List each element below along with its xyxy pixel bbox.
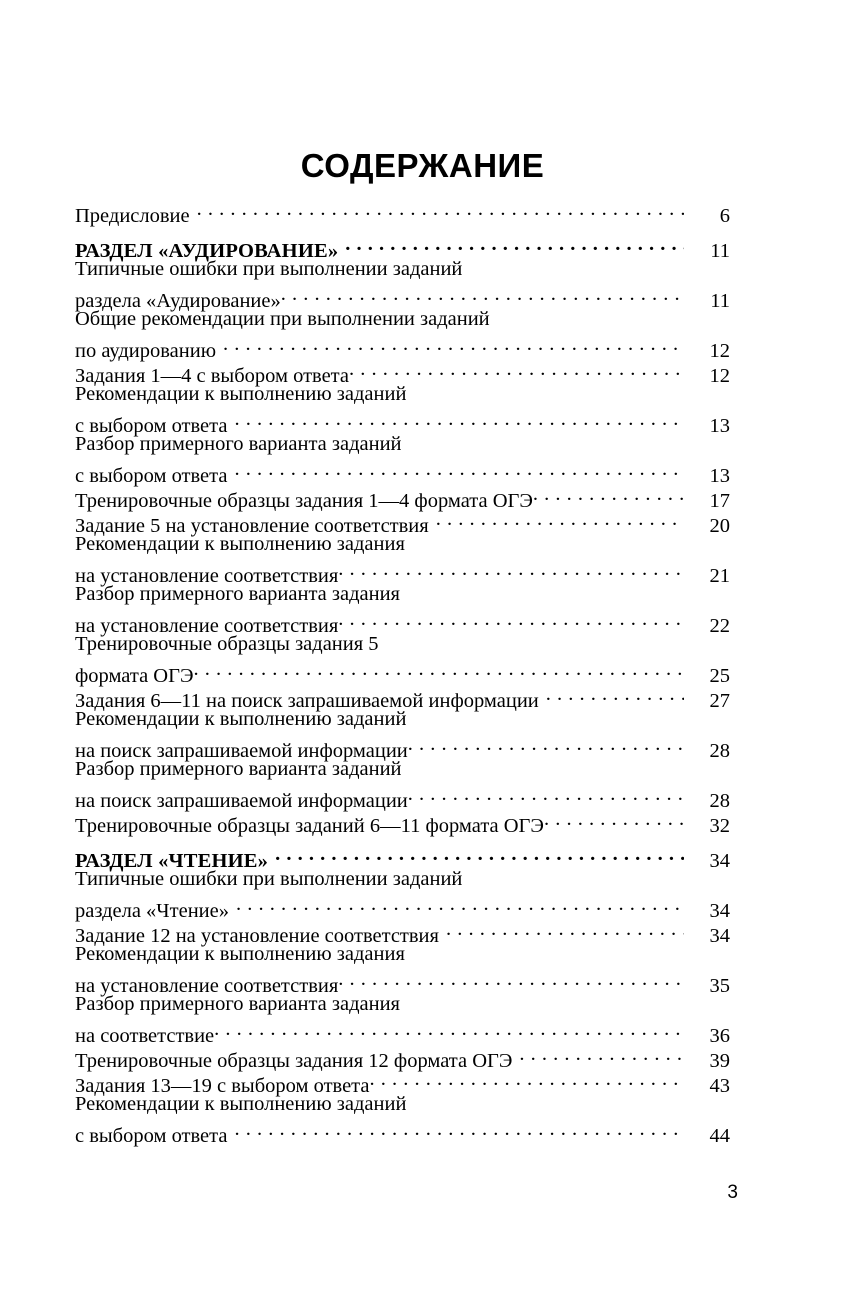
page-folio-number: 3 bbox=[727, 1182, 738, 1203]
toc-entry-predislovie[interactable] bbox=[75, 197, 730, 227]
dot-leader bbox=[214, 1017, 684, 1042]
toc-entry-obshchie-rekomendacii-audirovanie[interactable] bbox=[75, 307, 730, 362]
toc-entry-trenirovochnye-zadanie-5[interactable] bbox=[75, 632, 730, 687]
toc-entry-line-continued bbox=[75, 632, 730, 657]
toc-entry-line-continued bbox=[75, 382, 730, 407]
toc-entry-page-number: 11 bbox=[710, 240, 730, 262]
toc-entry-line-continued bbox=[75, 942, 730, 967]
dot-leader bbox=[197, 197, 684, 222]
toc-entry-page-number: 28 bbox=[709, 790, 730, 812]
page-title: СОДЕРЖАНИЕ bbox=[300, 147, 545, 185]
toc-entry-page-number: 11 bbox=[710, 290, 730, 312]
dot-leader bbox=[236, 892, 684, 917]
toc-entry-razbor-varianta-vybor-otveta[interactable] bbox=[75, 432, 730, 487]
toc-entry-label: Рекомендации к выполнению заданий bbox=[75, 708, 407, 730]
dot-leader bbox=[234, 457, 684, 482]
toc-entry-line-final bbox=[75, 607, 730, 637]
toc-entry-rekomendacii-zadanie-5[interactable] bbox=[75, 532, 730, 587]
toc-entry-line-continued bbox=[75, 582, 730, 607]
toc-entry-label: Задание 12 на установление соответствия bbox=[75, 925, 439, 947]
toc-entry-rekomendacii-vybor-otveta[interactable] bbox=[75, 382, 730, 437]
toc-entry-label: на установление соответствия bbox=[75, 975, 339, 997]
toc-entry-label: Задания 13—19 с выбором ответа bbox=[75, 1075, 370, 1097]
dot-leader bbox=[234, 1117, 684, 1142]
dot-leader bbox=[544, 807, 684, 832]
toc-entry-page-number: 12 bbox=[709, 340, 730, 362]
toc-entry-page-number: 20 bbox=[709, 515, 730, 537]
toc-entry-page-number: 44 bbox=[709, 1125, 730, 1147]
toc-entry-line-continued bbox=[75, 432, 730, 457]
toc-entry-label: на соответствие bbox=[75, 1025, 215, 1047]
toc-entry-line-final bbox=[75, 842, 730, 872]
toc-entry-razdel-chtenie[interactable] bbox=[75, 842, 730, 872]
toc-entry-label: Разбор примерного варианта задания bbox=[75, 583, 400, 605]
toc-entry-line-continued bbox=[75, 307, 730, 332]
toc-entry-label: РАЗДЕЛ «АУДИРОВАНИЕ» bbox=[75, 240, 339, 262]
dot-leader bbox=[546, 682, 684, 707]
toc-entry-page-number: 32 bbox=[709, 815, 730, 837]
toc-entry-page-number: 39 bbox=[709, 1050, 730, 1072]
toc-entry-label: на поиск запрашиваемой информации bbox=[75, 740, 408, 762]
toc-entry-label: с выбором ответа bbox=[75, 1125, 228, 1147]
toc-entry-line-final bbox=[75, 782, 730, 812]
dot-leader bbox=[533, 482, 684, 507]
dot-leader bbox=[338, 967, 684, 992]
toc-entry-label: Тренировочные образцы задания 12 формата ОГЭ bbox=[75, 1050, 513, 1072]
dot-leader bbox=[349, 357, 684, 382]
toc-entry-page-number: 28 bbox=[709, 740, 730, 762]
toc-entry-label: Разбор примерного варианта задания bbox=[75, 993, 400, 1015]
toc-entry-rekomendacii-zadanie-12[interactable] bbox=[75, 942, 730, 997]
toc-entry-page-number: 25 bbox=[709, 665, 730, 687]
toc-entry-label: раздела «Аудирование» bbox=[75, 290, 281, 312]
toc-entry-line-final bbox=[75, 1117, 730, 1147]
toc-entry-line-final bbox=[75, 197, 730, 227]
toc-entry-label: РАЗДЕЛ «ЧТЕНИЕ» bbox=[75, 850, 269, 872]
toc-entry-label: Задания 6—11 на поиск запрашиваемой информации bbox=[75, 690, 539, 712]
toc-entry-page-number: 34 bbox=[709, 925, 730, 947]
toc-entry-label: Тренировочные образцы задания 5 bbox=[75, 633, 379, 655]
toc-entry-page-number: 17 bbox=[709, 490, 730, 512]
toc-entry-label: Рекомендации к выполнению задания bbox=[75, 533, 405, 555]
toc-entry-tipichnye-oshibki-chtenie[interactable] bbox=[75, 867, 730, 922]
toc-entry-label: формата ОГЭ bbox=[75, 665, 194, 687]
toc-entry-page-number: 43 bbox=[709, 1075, 730, 1097]
toc-entry-line-continued bbox=[75, 532, 730, 557]
toc-entry-rekomendacii-13-19[interactable] bbox=[75, 1092, 730, 1147]
toc-entry-rekomendacii-poisk[interactable] bbox=[75, 707, 730, 762]
toc-entry-line-final bbox=[75, 332, 730, 362]
toc-entry-page-number: 34 bbox=[709, 850, 730, 872]
toc-entry-razbor-poisk[interactable] bbox=[75, 757, 730, 812]
dot-leader bbox=[408, 732, 684, 757]
toc-entry-line-final bbox=[75, 282, 730, 312]
toc-entry-line-final bbox=[75, 232, 730, 262]
toc-entry-label: Тренировочные образцы задания 1—4 формата ОГЭ bbox=[75, 490, 533, 512]
toc-entry-line-continued bbox=[75, 867, 730, 892]
toc-entry-line-continued bbox=[75, 992, 730, 1017]
toc-entry-page-number: 34 bbox=[709, 900, 730, 922]
dot-leader bbox=[519, 1042, 684, 1067]
toc-entry-page-number: 21 bbox=[709, 565, 730, 587]
toc-entry-page-number: 13 bbox=[709, 415, 730, 437]
dot-leader bbox=[194, 657, 685, 682]
toc-entry-line-final bbox=[75, 732, 730, 762]
toc-entry-razbor-zadanie-5[interactable] bbox=[75, 582, 730, 637]
dot-leader bbox=[281, 282, 684, 307]
toc-entry-label: Тренировочные образцы заданий 6—11 формата ОГЭ bbox=[75, 815, 544, 837]
dot-leader bbox=[223, 332, 684, 357]
dot-leader bbox=[345, 232, 684, 257]
toc-entry-label: Типичные ошибки при выполнении заданий bbox=[75, 868, 463, 890]
dot-leader bbox=[234, 407, 684, 432]
dot-leader bbox=[408, 782, 684, 807]
dot-leader bbox=[338, 607, 684, 632]
toc-entry-page-number: 12 bbox=[709, 365, 730, 387]
toc-entry-page-number: 35 bbox=[709, 975, 730, 997]
toc-entry-line-final bbox=[75, 557, 730, 587]
toc-entry-page-number: 36 bbox=[709, 1025, 730, 1047]
toc-entry-label: Рекомендации к выполнению заданий bbox=[75, 383, 407, 405]
dot-leader bbox=[370, 1067, 685, 1092]
dot-leader bbox=[446, 917, 684, 942]
dot-leader bbox=[275, 842, 684, 867]
toc-entry-line-continued bbox=[75, 1092, 730, 1117]
toc-entry-line-final bbox=[75, 1017, 730, 1047]
toc-entry-tipichnye-oshibki-audirovanie[interactable] bbox=[75, 257, 730, 312]
toc-entry-line-final bbox=[75, 457, 730, 487]
toc-entry-label: Общие рекомендации при выполнении заданий bbox=[75, 308, 490, 330]
toc-entry-line-final bbox=[75, 657, 730, 687]
toc-entry-label: Рекомендации к выполнению задания bbox=[75, 943, 405, 965]
toc-entry-label: на установление соответствия bbox=[75, 565, 339, 587]
toc-entry-label: с выбором ответа bbox=[75, 415, 228, 437]
toc-entry-label: Предисловие bbox=[75, 205, 190, 227]
toc-entry-razbor-na-sootvetstvie[interactable] bbox=[75, 992, 730, 1047]
toc-entry-line-continued bbox=[75, 707, 730, 732]
toc-entry-label: Разбор примерного варианта заданий bbox=[75, 433, 402, 455]
toc-entry-line-final bbox=[75, 892, 730, 922]
toc-entry-line-continued bbox=[75, 257, 730, 282]
toc-entry-label: Задания 1—4 с выбором ответа bbox=[75, 365, 349, 387]
toc-entry-page-number: 27 bbox=[709, 690, 730, 712]
toc-entry-label: по аудированию bbox=[75, 340, 217, 362]
toc-entry-line-final bbox=[75, 967, 730, 997]
toc-entry-razdel-audirovanie[interactable] bbox=[75, 232, 730, 262]
toc-entry-label: с выбором ответа bbox=[75, 465, 228, 487]
toc-entry-label: на установление соответствия bbox=[75, 615, 339, 637]
toc-entry-page-number: 22 bbox=[709, 615, 730, 637]
toc-entry-label: Разбор примерного варианта заданий bbox=[75, 758, 402, 780]
toc-entry-label: Задание 5 на установление соответствия bbox=[75, 515, 429, 537]
toc-entry-label: Рекомендации к выполнению заданий bbox=[75, 1093, 407, 1115]
table-of-contents bbox=[75, 197, 730, 1147]
dot-leader bbox=[338, 557, 684, 582]
toc-entry-label: раздела «Чтение» bbox=[75, 900, 229, 922]
dot-leader bbox=[436, 507, 684, 532]
toc-entry-page-number: 6 bbox=[719, 205, 730, 227]
toc-entry-page-number: 13 bbox=[709, 465, 730, 487]
toc-entry-line-final bbox=[75, 407, 730, 437]
toc-entry-label: на поиск запрашиваемой информации bbox=[75, 790, 408, 812]
toc-entry-label: Типичные ошибки при выполнении заданий bbox=[75, 258, 463, 280]
